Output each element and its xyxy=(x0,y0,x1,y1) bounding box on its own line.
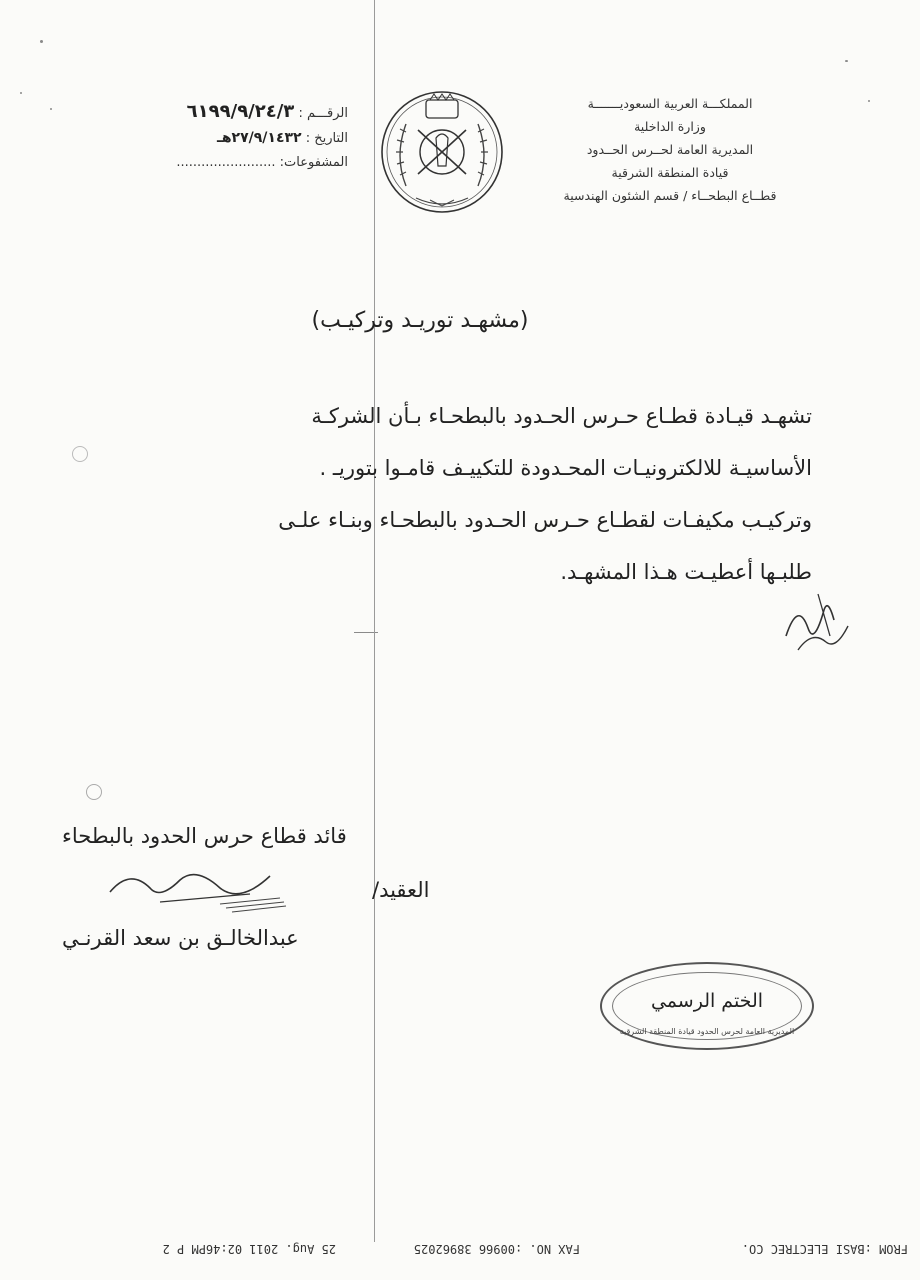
scan-speck xyxy=(868,100,870,102)
commander-signature xyxy=(100,858,300,918)
fax-date-time: 25 Aug. 2011 02:46PM P 2 xyxy=(162,1242,336,1256)
letterhead-org xyxy=(520,92,820,207)
border-guard-emblem xyxy=(376,86,508,218)
attachments-row xyxy=(116,151,348,175)
body-line-1: تشهـد قيـادة قطـاع حـرس الحـدود بالبطحـاء بـأن الشركـة xyxy=(311,404,812,428)
document-title: (مشهـد توريـد وتركيـب) xyxy=(311,308,529,333)
initials-signature xyxy=(778,580,858,660)
date-label: التاريخ : xyxy=(305,131,348,146)
date-row xyxy=(116,126,348,151)
org-line-kingdom: المملكـــة العربية السعوديـــــــة xyxy=(587,96,753,111)
punch-hole-mark xyxy=(72,446,88,462)
org-line-directorate: المديرية العامة لحــرس الحــدود xyxy=(586,142,754,157)
body-line-3: وتركيـب مكيفـات لقطـاع حـرس الحـدود بالبطحـاء وبنـاء علـى xyxy=(278,508,812,532)
attachments-label: المشفوعات: xyxy=(279,155,348,170)
fax-header-line xyxy=(0,1234,920,1260)
stamp-label: الختم الرسمي xyxy=(650,990,764,1012)
commander-title: قائد قطاع حرس الحدود بالبطحاء xyxy=(62,824,347,848)
org-line-region: قيادة المنطقة الشرقية xyxy=(611,165,729,180)
org-line-ministry: وزارة الداخلية xyxy=(634,119,706,134)
attachments-dots: ........................ xyxy=(176,155,276,170)
reference-row xyxy=(116,100,348,126)
official-stamp xyxy=(600,962,814,1050)
scan-speck xyxy=(845,60,848,62)
stamp-ring-text: المديرية العامة لحرس الحدود قيادة المنطقة الشرقية xyxy=(619,1027,795,1036)
fax-number: FAX NO. :00966 38962025 xyxy=(413,1242,580,1256)
reference-number: ٦١٩٩/٩/٢٤/٣ xyxy=(186,101,295,122)
org-line-sector: قطــاع البطحــاء / قسم الشئون الهندسية xyxy=(563,188,777,203)
body-line-4: طلبـها أعطيـت هـذا المشهـد. xyxy=(560,560,812,584)
scan-speck xyxy=(40,40,43,43)
fold-line xyxy=(374,0,375,1242)
scan-speck xyxy=(20,92,22,94)
date-value: ٢٧/٩/١٤٣٢هـ xyxy=(217,130,302,146)
fax-from: FROM :BASI ELECTREC CO. xyxy=(741,1242,908,1256)
reference-label: الرقـــم : xyxy=(298,106,348,121)
reference-block xyxy=(116,100,348,175)
scan-speck xyxy=(50,108,52,110)
punch-hole-mark xyxy=(86,784,102,800)
body-line-2: الأساسيـة للالكترونيـات المحـدودة للتكييـف قامـوا بتوريـ . xyxy=(319,456,812,480)
rank-label: العقيد/ xyxy=(372,878,430,902)
commander-name: عبدالخالـق بن سعد القرنـي xyxy=(62,926,299,950)
